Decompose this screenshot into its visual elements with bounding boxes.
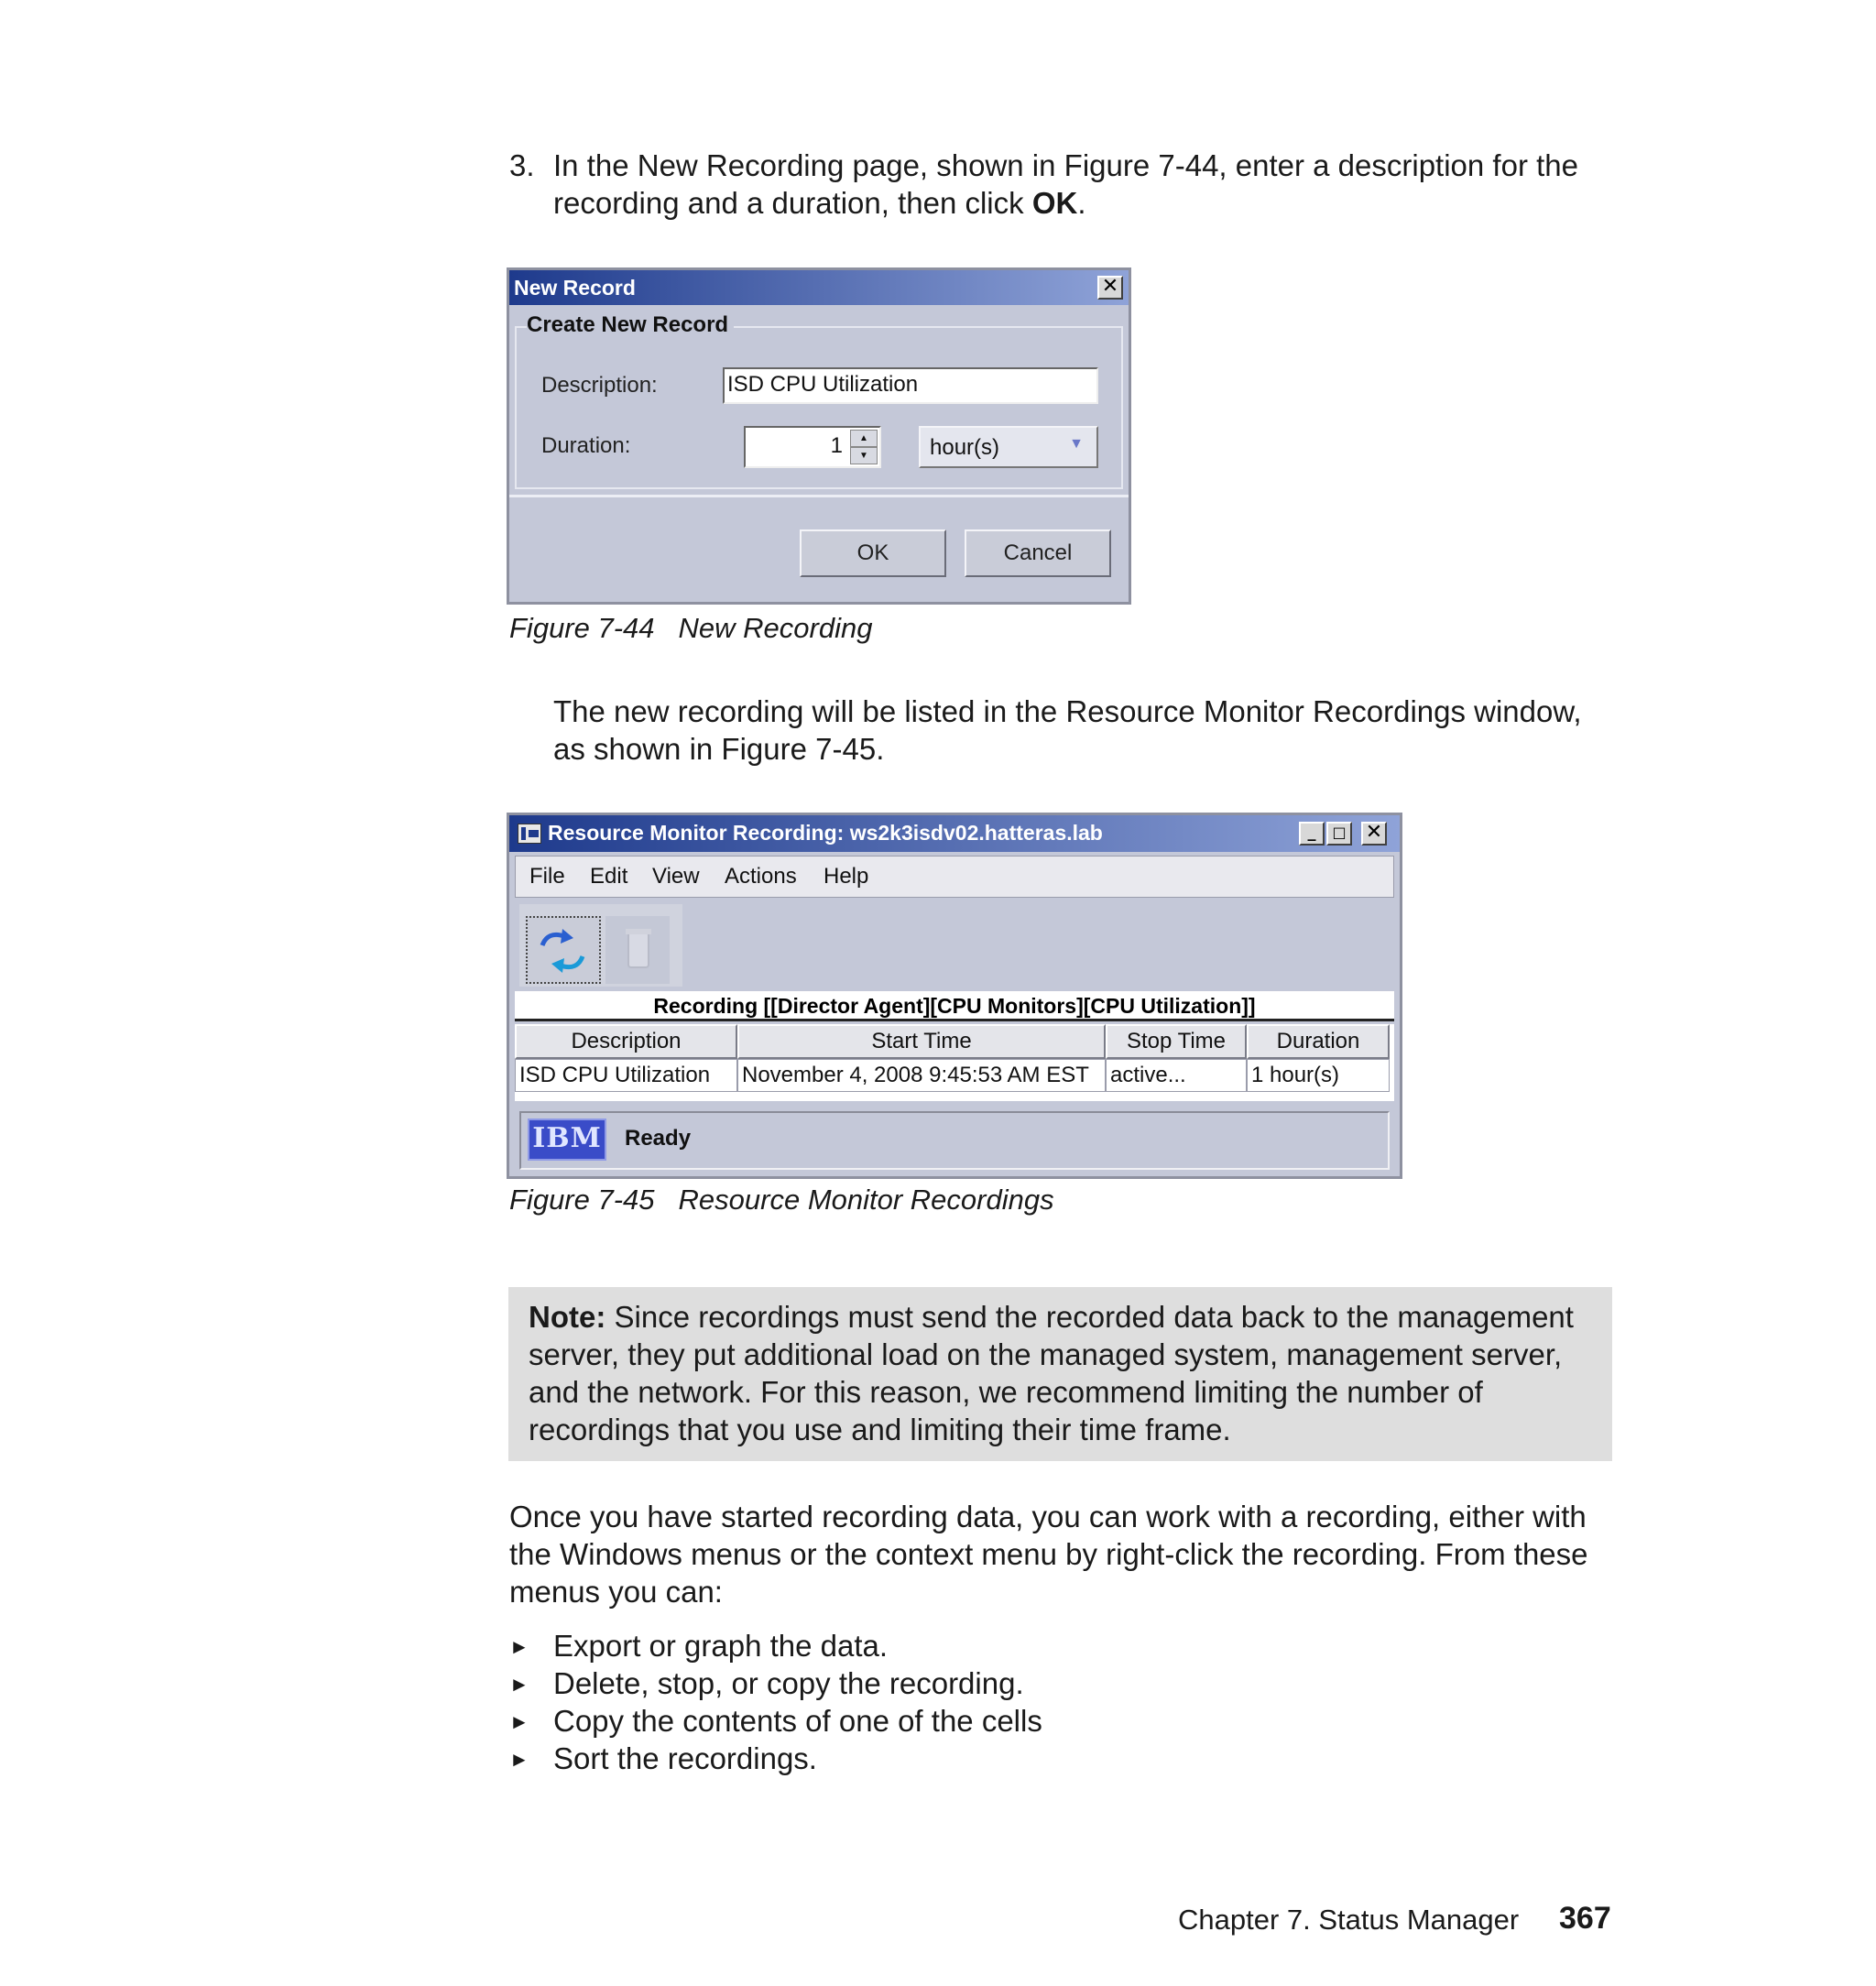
ok-button[interactable]: OK xyxy=(800,529,946,577)
close-icon[interactable]: ✕ xyxy=(1361,822,1387,846)
app-icon xyxy=(518,824,541,844)
page-number: 367 xyxy=(1559,1901,1611,1936)
column-header-description[interactable]: Description xyxy=(515,1024,737,1059)
step-text-line1: In the New Recording page, shown in Figure 7-44, enter a description for the xyxy=(553,148,1578,182)
menu-actions[interactable]: Actions xyxy=(725,864,797,889)
bullet-icon: ► xyxy=(509,1710,529,1733)
menu-file[interactable]: File xyxy=(529,864,565,889)
dialog-titlebar xyxy=(509,270,1129,305)
step-text-line2: recording and a duration, then click OK. xyxy=(553,186,1086,220)
refresh-icon xyxy=(528,918,599,982)
window-title: Resource Monitor Recording: ws2k3isdv02.hatteras.lab xyxy=(548,821,1103,845)
recording-title: Recording [[Director Agent][CPU Monitors][CPU Utilization]] xyxy=(515,991,1394,1021)
bullet-icon: ► xyxy=(509,1673,529,1696)
minimize-icon[interactable]: _ xyxy=(1299,822,1325,846)
menu-help[interactable]: Help xyxy=(823,864,869,889)
bullet-icon: ► xyxy=(509,1748,529,1771)
status-bar xyxy=(519,1111,1390,1170)
column-header-start-time[interactable]: Start Time xyxy=(737,1024,1106,1059)
list-item: Delete, stop, or copy the recording. xyxy=(553,1666,1024,1700)
status-text: Ready xyxy=(625,1126,692,1151)
duration-label: Duration: xyxy=(541,433,631,458)
para3-line2: the Windows menus or the context menu by right-click the recording. From these xyxy=(509,1537,1588,1571)
description-label: Description: xyxy=(541,373,658,398)
note-label: Note: xyxy=(529,1300,606,1334)
table-cell-description[interactable]: ISD CPU Utilization xyxy=(515,1059,737,1092)
column-header-duration[interactable]: Duration xyxy=(1247,1024,1390,1059)
trash-icon xyxy=(605,916,670,984)
column-header-stop-time[interactable]: Stop Time xyxy=(1106,1024,1247,1059)
footer-chapter: Chapter 7. Status Manager xyxy=(1178,1904,1520,1936)
group-title: Create New Record xyxy=(527,312,734,338)
window-titlebar xyxy=(509,815,1400,852)
para3-line3: menus you can: xyxy=(509,1575,723,1609)
step-number: 3. xyxy=(509,148,535,182)
cancel-button[interactable]: Cancel xyxy=(965,529,1111,577)
dialog-separator xyxy=(509,495,1129,497)
resource-monitor-window xyxy=(507,813,1402,1179)
table-cell-start-time[interactable]: November 4, 2008 9:45:53 AM EST xyxy=(737,1059,1106,1092)
ok-emphasis: OK xyxy=(1031,186,1078,220)
recordings-table xyxy=(515,1024,1394,1101)
para2-line1: The new recording will be listed in the Resource Monitor Recordings window, xyxy=(553,694,1582,728)
list-item: Sort the recordings. xyxy=(553,1741,817,1775)
close-icon[interactable]: ✕ xyxy=(1097,276,1123,300)
menu-bar xyxy=(515,856,1394,898)
unit-value: hour(s) xyxy=(930,435,1000,460)
figure-45-caption: Figure 7-45 Resource Monitor Recordings xyxy=(509,1184,1054,1216)
refresh-button[interactable] xyxy=(526,916,601,984)
list-item: Export or graph the data. xyxy=(553,1629,889,1663)
ibm-logo: IBM xyxy=(528,1118,606,1161)
para3-line1: Once you have started recording data, you can work with a recording, either with xyxy=(509,1500,1587,1533)
menu-view[interactable]: View xyxy=(652,864,700,889)
maximize-icon[interactable]: □ xyxy=(1326,822,1352,846)
figure-44-caption: Figure 7-44 New Recording xyxy=(509,612,873,644)
description-field[interactable]: ISD CPU Utilization xyxy=(723,367,1098,404)
duration-value: 1 xyxy=(830,433,843,458)
unit-select[interactable] xyxy=(919,426,1098,468)
note-box xyxy=(508,1287,1612,1461)
delete-button[interactable] xyxy=(605,916,670,984)
note-text: Note: Since recordings must send the recorded data back to the management server, they put additional load on the managed system, management server, and the network. For this reason, we recommend limiting the number of recordings that you use and limiting their time frame. xyxy=(529,1300,1574,1446)
table-cell-duration[interactable]: 1 hour(s) xyxy=(1247,1059,1390,1092)
spinner-down-icon[interactable]: ▼ xyxy=(850,447,878,464)
new-record-dialog xyxy=(507,267,1131,605)
dialog-title: New Record xyxy=(514,276,636,300)
para2-line2: as shown in Figure 7-45. xyxy=(553,732,885,766)
bullet-icon: ► xyxy=(509,1635,529,1658)
menu-edit[interactable]: Edit xyxy=(590,864,628,889)
spinner-up-icon[interactable]: ▲ xyxy=(850,430,878,447)
table-cell-stop-time[interactable]: active... xyxy=(1106,1059,1247,1092)
chevron-down-icon: ▼ xyxy=(1069,436,1084,452)
duration-spinner[interactable] xyxy=(744,426,881,468)
list-item: Copy the contents of one of the cells xyxy=(553,1704,1042,1738)
